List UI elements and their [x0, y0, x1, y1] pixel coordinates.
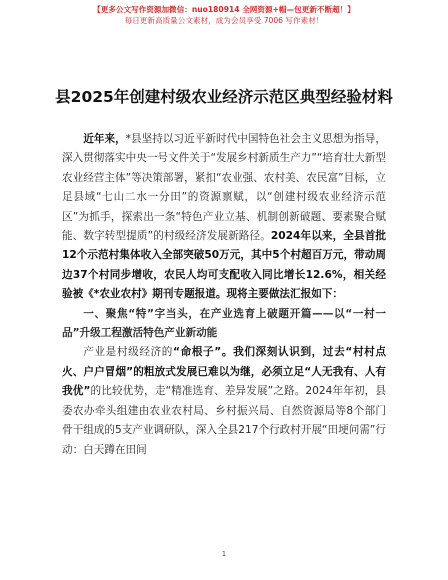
section-heading-1: 一、聚焦“特”字当头，在产业选育上破题开篇——以“一村一品”升级工程激活特色产业新动能: [62, 307, 386, 340]
promo-banner: [72, 4, 376, 26]
section-1-text-bold: “命根子”。我们深刻认识到，过去“村村点火、户户冒烟”的粗放式发展已难以为继，必须立足“人无我有、人有我优”: [62, 346, 386, 398]
intro-highlight: 2024年以来，全县首批12个示范村集体收入全部突破50万元，其中5个村超百万元，带动周边37个村同步增收，农民人均可支配收入同比增长12.6%，相关经验被《*农业农村》期刊专题报道。现将主要做法汇报如下：: [62, 230, 386, 301]
promo-banner-line-1: 【更多公文写作资源加微信：nuo180914 全网资源+帽—包更新不断超！】: [93, 5, 355, 14]
section-1-paragraph: [62, 343, 386, 459]
page-number: 1: [221, 550, 227, 558]
intro-text: *县坚持以习近平新时代中国特色社会主义思想为指导，深入贯彻落实中央一号文件关于“发展乡村新质生产力”“培育壮大新型农业经营主体”等决策部署，紧扣“农业强、农村美、农民富”目标，立足县域“七山二水一分田”的资源禀赋，以“创建村级农业经济示范区”为抓手，探索出一条“特色产业立基、机制创新破题、要素聚合赋能、数字转型提质”的村级经济发展新路径。: [62, 133, 387, 243]
document-title: 县2025年创建村级农业经济示范区典型经验材料: [55, 88, 393, 106]
promo-banner-line-2: 每日更新高质量公文素材，成为会员享受 7006 写作素材！: [124, 16, 324, 25]
section-1-text-end: 的比较优势，走“精准选育、差异发展”之路。2024年年初，县委农办牵头组建由农业农村局、乡村振兴局、自然资源局等8个部门骨干组成的5支产业调研队，深入全县217个行政村开展“田埂问需”行动：白天蹲在田间: [62, 385, 386, 456]
document-body: [62, 130, 386, 460]
intro-lead: 近年来，: [83, 133, 126, 145]
intro-paragraph: [62, 130, 386, 305]
section-1-text-start: 产业是村级经济的: [83, 346, 173, 359]
